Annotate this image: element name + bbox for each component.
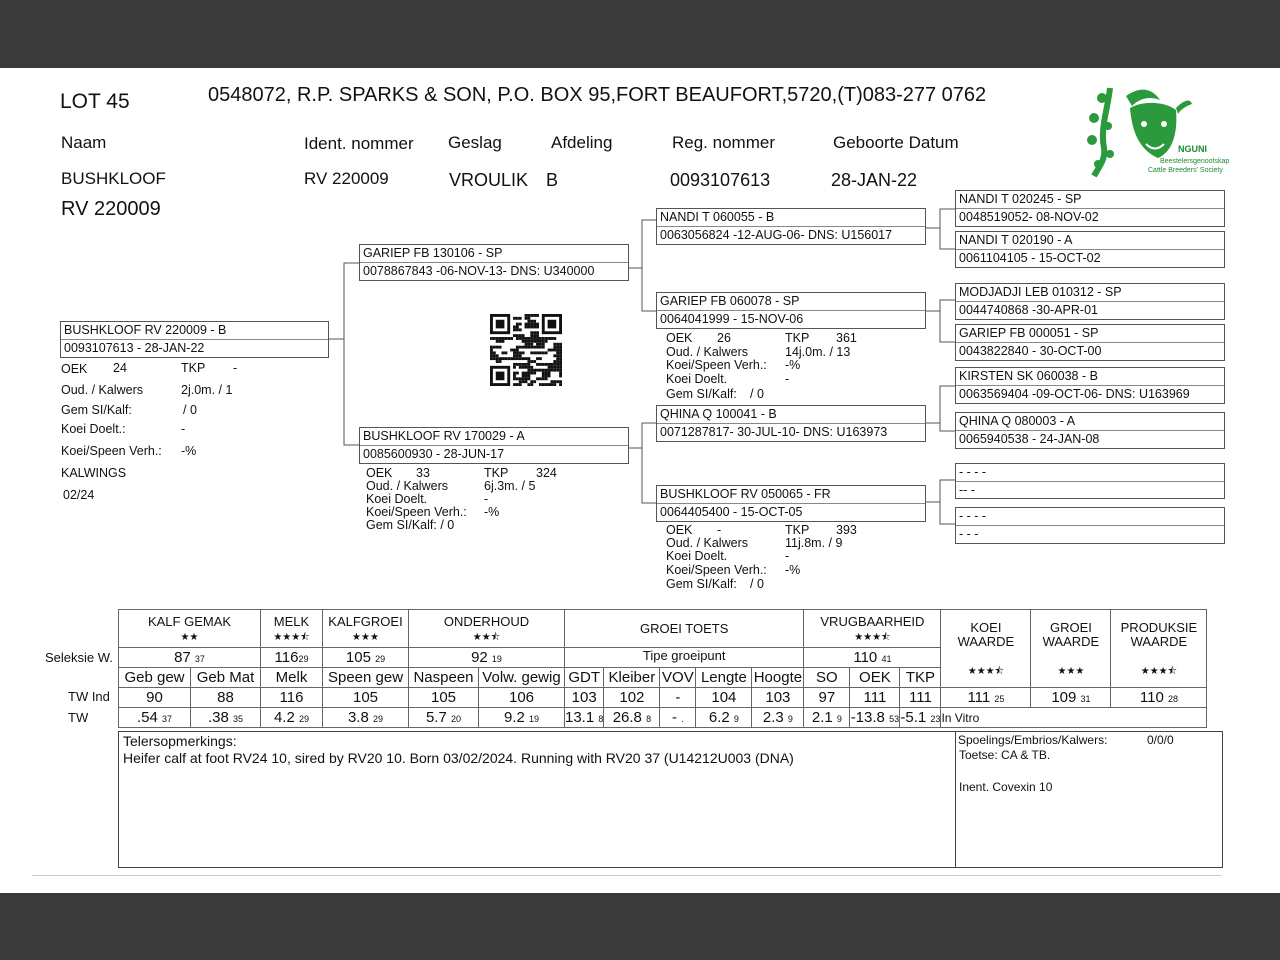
seleksie-vrugbaarheid: 110 41: [804, 648, 941, 668]
column-header: VOV: [660, 668, 696, 688]
in-vitro: In Vitro: [941, 708, 1207, 728]
animal-box: [60, 321, 329, 358]
tw-ind-value: 116: [261, 688, 323, 708]
spoelings-value: 0/0/0: [1147, 733, 1174, 747]
group-kalfgroei: KALFGROEI ★★★: [323, 610, 409, 648]
label-reg: Reg. nommer: [672, 133, 775, 152]
tw-ind-koei: 111 25: [941, 688, 1031, 708]
tw-ind-value: 88: [191, 688, 261, 708]
tw-value: .38 35: [191, 708, 261, 728]
column-header: SO: [804, 668, 850, 688]
performance-table: [118, 609, 1207, 728]
remarks-panel: [118, 731, 1223, 868]
column-header: Kleiber: [604, 668, 660, 688]
rating-stars: ★★★⯪: [854, 631, 891, 643]
logo-brand: NGUNI: [1178, 144, 1207, 154]
seleksie-kalfgroei: 105 29: [323, 648, 409, 668]
tw-ind-value: 106: [479, 688, 565, 708]
animal-line2: 0093107613 - 28-JAN-22: [64, 341, 205, 355]
tw-value: 2.1 9: [804, 708, 850, 728]
value-dob: 28-JAN-22: [831, 170, 918, 190]
row-label-tw-ind: TW Ind: [68, 689, 110, 704]
group-koei-waarde: KOEI WAARDE ★★★⯪: [941, 610, 1031, 688]
group-produksie-waarde: PRODUKSIE WAARDE ★★★⯪: [1111, 610, 1207, 688]
tw-ind-groei: 109 31: [1031, 688, 1111, 708]
tipe-groeipunt: Tipe groeipunt: [565, 648, 804, 668]
ggp-box: - - - - - - -: [955, 507, 1225, 544]
tw-value: 4.2 29: [261, 708, 323, 728]
value-section: B: [546, 170, 559, 190]
remarks-text: Heifer calf at foot RV24 10, sired by RV20 10. Born 03/02/2024. Running with RV20 37 (U14212U003 (DNA): [123, 750, 794, 766]
group-onderhoud: ONDERHOUD ★★⯪: [409, 610, 565, 648]
sire-dam-stats: OEK 26 TKP 361 Oud. / Kalwers 14j.0m. / 13 Koei/Speen Verh.: -% Koei Doelt. - Gem SI/Kalf: / 0: [666, 331, 857, 401]
rating-stars: ★★: [180, 631, 199, 643]
toetse: Toetse: CA & TB.: [959, 748, 1051, 762]
tw-value: 2.3 9: [752, 708, 804, 728]
tw-ind-value: 111: [900, 688, 941, 708]
rating-stars: ★★★⯪: [273, 631, 310, 643]
tw-ind-value: 97: [804, 688, 850, 708]
remarks-title: Telersopmerkings:: [123, 733, 237, 749]
group-vrugbaarheid: VRUGBAARHEID ★★★⯪: [804, 610, 941, 648]
dam-stats: OEK 33 TKP 324 Oud. / Kalwers 6j.3m. / 5 Koei Doelt. - Koei/Speen Verh.: -% Gem SI/Kalf: / 0: [366, 466, 557, 532]
row-label-seleksie: Seleksie W.: [45, 650, 113, 665]
tw-value: 26.8 8: [604, 708, 660, 728]
inent: Inent. Covexin 10: [959, 780, 1053, 794]
group-groei-toets: GROEI TOETS: [565, 610, 804, 648]
value-name: BUSHKLOOF: [61, 169, 166, 188]
tw-value: 3.8 29: [323, 708, 409, 728]
rating-stars: ★★★: [1057, 665, 1085, 677]
owner-line: 0548072, R.P. SPARKS & SON, P.O. BOX 95,FORT BEAUFORT,5720,(T)083-277 0762: [208, 84, 987, 106]
group-melk: MELK ★★★⯪: [261, 610, 323, 648]
tw-value: - .: [660, 708, 696, 728]
value-ident: RV 220009: [304, 169, 389, 188]
logo-society-1: Beestelersgenootskap: [1160, 158, 1230, 165]
rating-stars: ★★⯪: [472, 631, 501, 643]
tw-value: -5.1 23: [900, 709, 941, 726]
animal-stats: OEK 24 TKP - Oud. / Kalwers 2j.0m. / 1 Gem SI/Kalf: / 0 Koei Doelt.: - Koei/Speen Verh.: -% KALWINGS 02/24: [61, 361, 238, 502]
label-name: Naam: [61, 133, 107, 152]
tw-ind-produksie: 110 28: [1111, 688, 1207, 708]
ggp-box: MODJADJI LEB 010312 - SP 0044740868 -30-APR-01: [955, 283, 1225, 320]
row-label-tw: TW: [68, 710, 89, 725]
seleksie-kalf-gemak: 87 37: [119, 648, 261, 668]
spoelings-label: Spoelings/Embrios/Kalwers:: [958, 733, 1108, 747]
value-sex: VROULIK: [449, 170, 529, 190]
group-kalf-gemak: KALF GEMAK ★★: [119, 610, 261, 648]
column-header: Volw. gewig: [479, 668, 565, 688]
tw-value: 5.7 20: [409, 708, 479, 728]
tw-ind-value: 90: [119, 688, 191, 708]
ident-big: RV 220009: [61, 198, 161, 220]
column-header: Melk: [261, 668, 323, 688]
tw-ind-value: 105: [323, 688, 409, 708]
tw-value: 13.1 8: [565, 709, 604, 726]
seleksie-melk: 11629: [261, 648, 323, 668]
ggp-box: NANDI T 020190 - A 0061104105 - 15-OCT-02: [955, 231, 1225, 268]
ggp-box: QHINA Q 080003 - A 0065940538 - 24-JAN-08: [955, 412, 1225, 449]
column-header: Naspeen: [409, 668, 479, 688]
rating-stars: ★★★⯪: [1140, 665, 1178, 677]
animal-line1: BUSHKLOOF RV 220009 - B: [64, 323, 227, 337]
dam-dam-box: BUSHKLOOF RV 050065 - FR 0064405400 - 15-OCT-05: [656, 485, 926, 522]
tw-ind-value: 103: [752, 688, 804, 708]
column-header: OEK: [850, 668, 900, 688]
tw-value: -13.8 53: [850, 709, 900, 726]
column-header: Geb gew: [119, 668, 191, 688]
rating-stars: ★★★: [352, 631, 379, 643]
label-section: Afdeling: [551, 133, 613, 152]
sire-dam-box: GARIEP FB 060078 - SP 0064041999 - 15-NOV-06: [656, 292, 926, 329]
tw-ind-value: 102: [604, 688, 660, 708]
value-reg: 0093107613: [670, 170, 771, 190]
label-dob: Geboorte Datum: [833, 133, 959, 152]
tw-ind-value: 111: [850, 688, 900, 708]
dam-sire-box: QHINA Q 100041 - B 0071287817- 30-JUL-10- DNS: U163973: [656, 405, 926, 442]
ggp-box: KIRSTEN SK 060038 - B 0063569404 -09-OCT-06- DNS: U163969: [955, 367, 1225, 404]
column-header: Hoogte: [753, 669, 803, 686]
ggp-box: - - - - -- -: [955, 463, 1225, 499]
tw-value: .54 37: [119, 708, 191, 728]
seleksie-onderhoud: 92 19: [409, 648, 565, 668]
tw-ind-value: -: [660, 688, 696, 708]
column-header: Lengte: [696, 668, 752, 688]
group-groei-waarde: GROEI WAARDE ★★★: [1031, 610, 1111, 688]
tw-value: 9.2 19: [479, 708, 565, 728]
qr-code: [482, 314, 570, 386]
label-ident: Ident. nommer: [304, 134, 414, 153]
label-sex: Geslag: [448, 133, 502, 152]
sire-sire-box: NANDI T 060055 - B 0063056824 -12-AUG-06- DNS: U156017: [656, 208, 926, 245]
tw-value: 6.2 9: [696, 708, 752, 728]
tw-row: [119, 708, 1207, 728]
ggp-box: GARIEP FB 000051 - SP 0043822840 - 30-OCT-00: [955, 324, 1225, 361]
tw-ind-value: 103: [565, 688, 604, 708]
sire-box: GARIEP FB 130106 - SP 0078867843 -06-NOV-13- DNS: U340000: [359, 244, 629, 281]
pedigree-sheet: [0, 68, 1280, 893]
ggp-box: NANDI T 020245 - SP 0048519052- 08-NOV-02: [955, 190, 1225, 227]
dam-dam-stats: OEK - TKP 393 Oud. / Kalwers 11j.8m. / 9 Koei Doelt. - Koei/Speen Verh.: -% Gem SI/Kalf: / 0: [666, 523, 857, 591]
tw-ind-value: 105: [409, 688, 479, 708]
logo-society-2: Cattle Breeders' Society: [1148, 167, 1223, 174]
tw-ind-row: [119, 688, 1207, 708]
dam-box: BUSHKLOOF RV 170029 - A 0085600930 - 28-JUN-17: [359, 427, 629, 464]
rating-stars: ★★★⯪: [967, 665, 1005, 677]
lot-number: LOT 45: [60, 90, 130, 113]
column-header: Geb Mat: [191, 668, 261, 688]
column-header: TKP: [900, 668, 941, 688]
tw-ind-value: 104: [696, 688, 752, 708]
column-header: Speen gew: [323, 668, 409, 688]
column-header: GDT: [565, 668, 604, 688]
